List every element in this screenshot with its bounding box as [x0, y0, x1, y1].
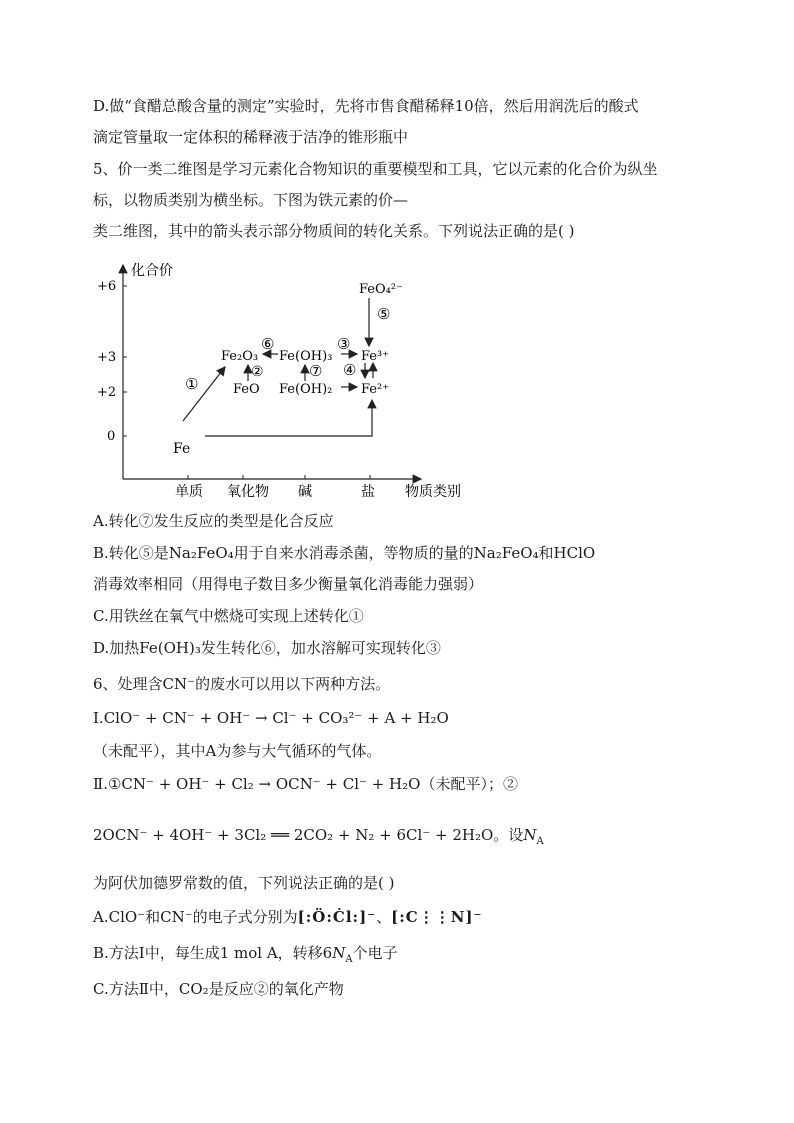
- label-7: ⑦: [309, 362, 323, 380]
- species-fe: Fe: [173, 441, 191, 457]
- option-5c: C.用铁丝在氧气中燃烧可实现上述转化①: [93, 607, 364, 625]
- option-5b-line-2: 消毒效率相同（用得电子数目多少衡量氧化消毒能力强弱）: [93, 575, 484, 593]
- arrow-fe-to-fe2: [205, 400, 372, 436]
- option-d-prev-line-2: 滴定管量取一定体积的稀释液于洁净的锥形瓶中: [93, 128, 409, 146]
- method-1-note: （未配平），其中A为参与大气循环的气体。: [93, 742, 382, 760]
- option-5d: D.加热Fe(OH)₃发生转化⑥，加水溶解可实现转化③: [93, 639, 441, 657]
- y-tick-zero: 0: [107, 429, 116, 444]
- option-d-prev-line-1: D.做“食醋总酸含量的测定”实验时，先将市售食醋稀释10倍，然后用润洗后的酸式: [93, 97, 639, 115]
- x-axis-label: 物质类别: [405, 484, 461, 500]
- species-fe2o3: Fe₂O₃: [221, 349, 259, 364]
- species-feo4: FeO₄²⁻: [359, 282, 403, 297]
- option-6b: B.方法Ⅰ中，每生成1 mol A，转移$6N_A$个电子: [93, 944, 398, 965]
- species-feoh3: Fe(OH)₃: [279, 349, 333, 364]
- method-2-equation-2: 2OCN⁻ + 4OH⁻ + 3Cl₂ ══ 2CO₂ + N₂ + 6Cl⁻ + 2H₂O。设$N_A$: [93, 826, 544, 847]
- question-6-line-1: 6、处理含CN⁻的废水可以用以下两种方法。: [93, 675, 391, 693]
- option-5a: A.转化⑦发生反应的类型是化合反应: [93, 512, 334, 530]
- option-5b-line-1: B.转化⑤是Na₂FeO₄用于自来水消毒杀菌，等物质的量的Na₂FeO₄和HClO: [93, 544, 596, 562]
- species-feoh2: Fe(OH)₂: [279, 382, 333, 397]
- x-cat-element: 单质: [175, 484, 203, 500]
- iron-valence-diagram: [93, 253, 465, 505]
- y-axis-label: 化合价: [131, 263, 173, 279]
- x-cat-base: 碱: [298, 484, 312, 500]
- cn-electron-formula: [:C⋮⋮N]⁻: [391, 908, 483, 926]
- method-1-equation: Ⅰ.ClO⁻ + CN⁻ + OH⁻ → Cl⁻ + CO₃²⁻ + A + H₂O: [93, 709, 449, 727]
- question-5-line-2: 标，以物质类别为横坐标。下图为铁元素的价—: [93, 191, 409, 209]
- y-tick-plus2: +2: [97, 385, 117, 400]
- species-fe3: Fe³⁺: [361, 349, 390, 364]
- question-5-line-1: 5、价一类二维图是学习元素化合物知识的重要模型和工具，它以元素的化合价为纵坐: [93, 160, 658, 178]
- method-2-equation-1: Ⅱ.①CN⁻ + OH⁻ + Cl₂ → OCN⁻ + Cl⁻ + H₂O（未配平）；②: [93, 775, 518, 793]
- label-4: ④: [343, 361, 357, 379]
- label-1: ①: [185, 375, 199, 393]
- y-tick-plus3: +3: [97, 350, 117, 365]
- label-2: ②: [251, 364, 264, 380]
- option-6c: C.方法Ⅱ中，CO₂是反应②的氧化产物: [93, 980, 344, 998]
- label-5: ⑤: [377, 305, 391, 323]
- species-feo: FeO: [233, 382, 260, 397]
- option-6a: A.ClO⁻和CN⁻的电子式分别为[:Ö:Ċl:]⁻、[:C⋮⋮N]⁻: [93, 908, 483, 926]
- question-6-line-3: 为阿伏加德罗常数的值，下列说法正确的是( ): [93, 874, 395, 892]
- label-6: ⑥: [261, 335, 275, 353]
- clo-electron-formula: [:Ö:Ċl:]⁻: [297, 908, 377, 926]
- question-5-line-3: 类二维图，其中的箭头表示部分物质间的转化关系。下列说法正确的是( ): [93, 222, 575, 240]
- x-cat-oxide: 氧化物: [227, 484, 269, 500]
- species-fe2: Fe²⁺: [361, 382, 390, 397]
- label-3: ③: [337, 335, 351, 353]
- y-tick-plus6: +6: [97, 279, 117, 294]
- x-cat-salt: 盐: [361, 484, 375, 500]
